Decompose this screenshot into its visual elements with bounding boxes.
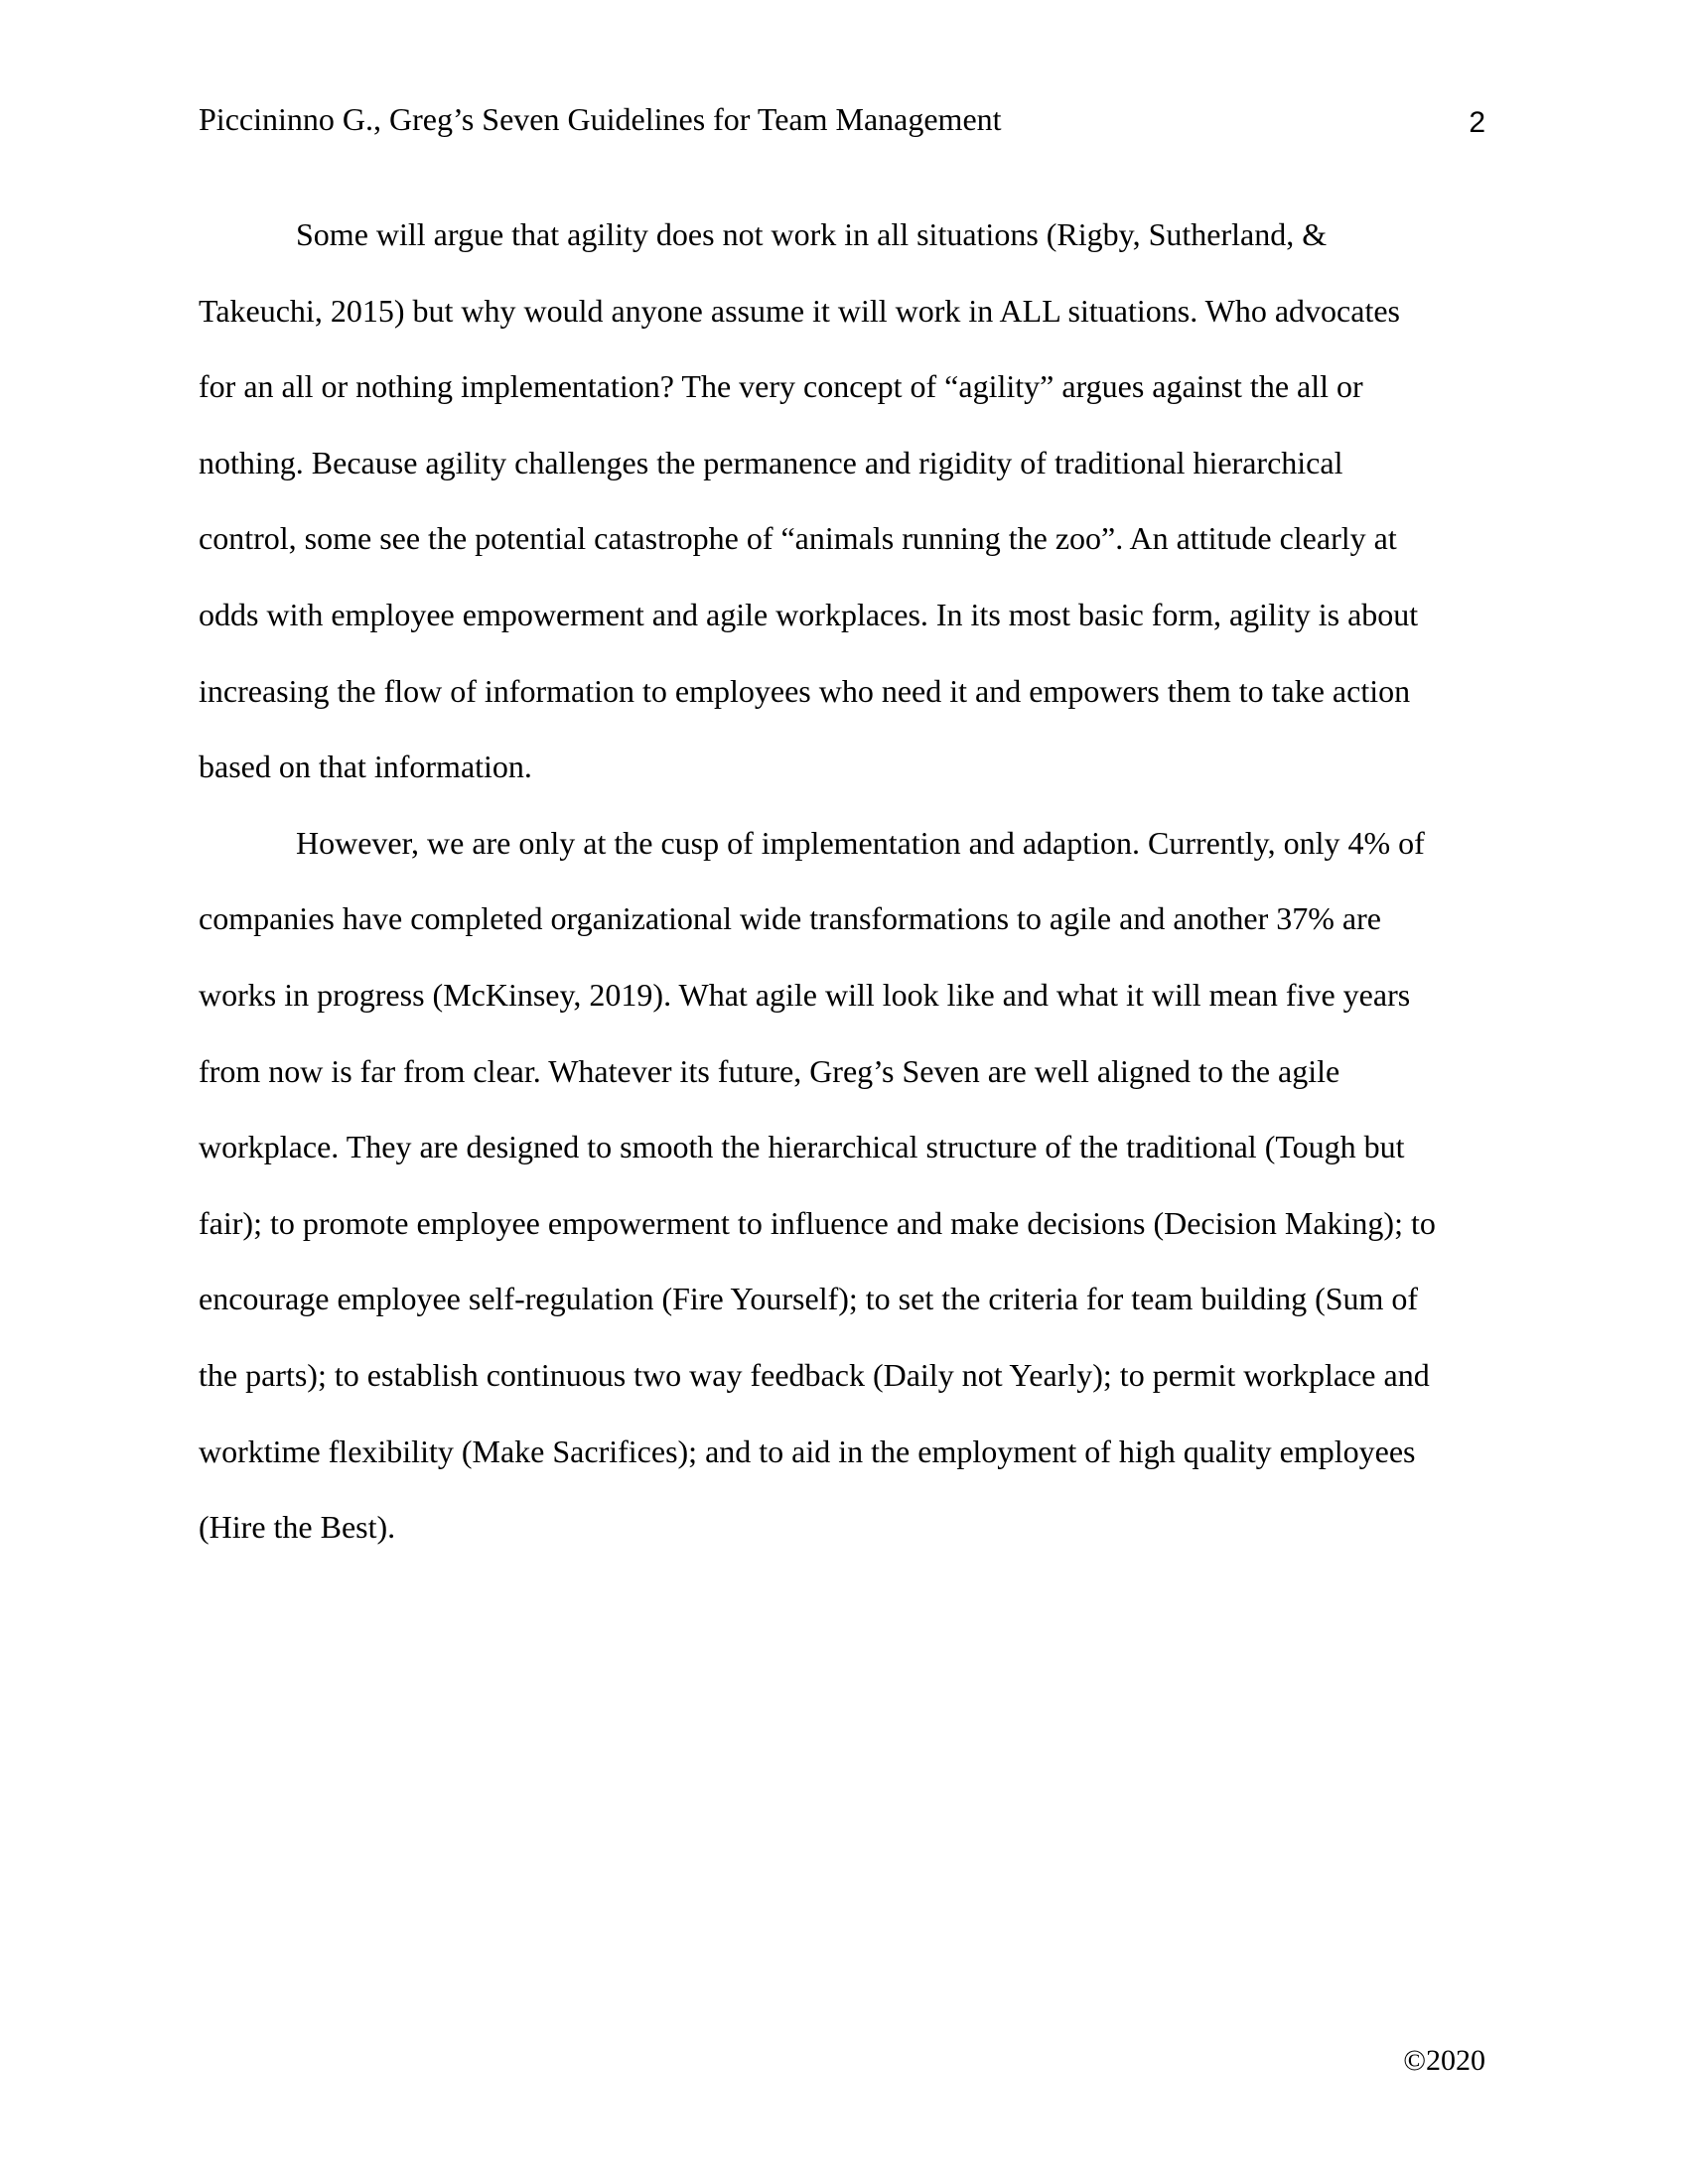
body-text [199, 197, 1499, 1566]
text-line: fair); to promote employee empowerment to influence and make decisions (Decision Making); to [199, 1204, 1436, 1241]
paragraph-implementation [199, 805, 1499, 1566]
page-number: 2 [1469, 106, 1485, 139]
text-line: Takeuchi, 2015) but why would anyone assume it will work in ALL situations. Who advocates [199, 292, 1400, 329]
text-line: for an all or nothing implementation? The very concept of “agility” argues against the all or [199, 368, 1363, 405]
text-line: (Hire the Best). [199, 1509, 396, 1546]
text-line: from now is far from clear. Whatever its future, Greg’s Seven are well aligned to the agile [199, 1052, 1340, 1089]
text-line: nothing. Because agility challenges the permanence and rigidity of traditional hierarchical [199, 444, 1343, 480]
text-line: increasing the flow of information to employees who need it and empowers them to take action [199, 672, 1411, 709]
text-line: encourage employee self-regulation (Fire Yourself); to set the criteria for team building (Sum of [199, 1281, 1419, 1317]
text-line: However, we are only at the cusp of implementation and adaption. Currently, only 4% of [296, 824, 1425, 861]
text-line: works in progress (McKinsey, 2019). What agile will look like and what it will mean five years [199, 976, 1411, 1013]
text-line: Some will argue that agility does not work in all situations (Rigby, Sutherland, & [296, 216, 1328, 252]
text-line: the parts); to establish continuous two way feedback (Daily not Yearly); to permit workplace and [199, 1356, 1430, 1393]
text-line: companies have completed organizational wide transformations to agile and another 37% are [199, 900, 1381, 937]
paragraph-agility-argument [199, 197, 1499, 805]
text-line: control, some see the potential catastrophe of “animals running the zoo”. An attitude clearly at [199, 520, 1397, 557]
text-line: worktime flexibility (Make Sacrifices); and to aid in the employment of high quality employees [199, 1433, 1416, 1469]
copyright-notice: ©2020 [1403, 2044, 1485, 2077]
text-line: odds with employee empowerment and agile workplaces. In its most basic form, agility is about [199, 596, 1419, 632]
running-head: Piccininno G., Greg’s Seven Guidelines for Team Management [199, 101, 1002, 137]
text-line: based on that information. [199, 749, 532, 785]
text-line: workplace. They are designed to smooth the hierarchical structure of the traditional (Tough but [199, 1129, 1405, 1165]
